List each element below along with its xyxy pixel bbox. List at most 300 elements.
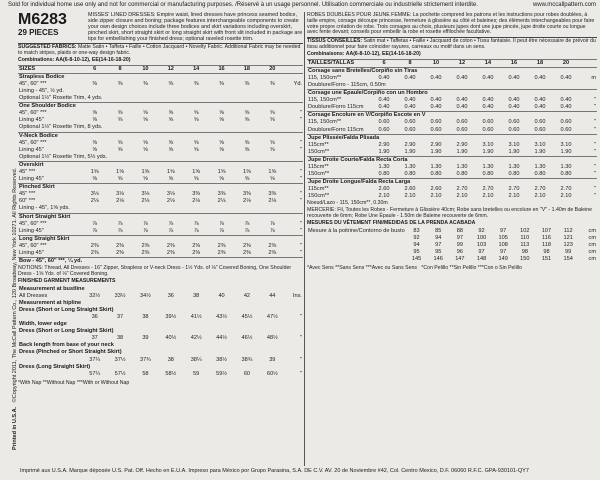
cell-value: 8 <box>118 65 122 72</box>
cell-value: 59 <box>193 370 200 377</box>
cell-value: 3⅜ <box>268 191 277 198</box>
yardage-row <box>18 81 303 88</box>
cell-value: ⅝ <box>244 117 250 124</box>
unit-label: " <box>300 117 302 124</box>
cell-value: 2⅛ <box>166 198 175 205</box>
metric-hip-row <box>307 235 597 242</box>
cell-value: ⅝ <box>269 117 275 124</box>
cell-value: 3⅛ <box>141 191 150 198</box>
cell-value: 36 <box>91 314 98 321</box>
cell-value: 0.40 <box>560 74 572 81</box>
row-label: 150cm** <box>308 148 330 155</box>
row-label: Mesure à la poitrine/Contorno de busto <box>308 227 405 234</box>
row-label: TAILLES/TALLAS <box>308 59 355 66</box>
cell-value: 39½ <box>165 314 177 321</box>
cell-value: 2.70 <box>482 186 494 193</box>
sizes-row-fr <box>307 59 597 67</box>
cell-value: 2.90 <box>378 141 390 148</box>
cell-value: 3⅜ <box>192 191 201 198</box>
cell-value: 147 <box>455 256 465 263</box>
cell-value: 2.60 <box>378 186 390 193</box>
yardage-row <box>18 124 303 132</box>
row-label <box>307 235 406 242</box>
cell-value: 2⅛ <box>243 198 251 205</box>
yardage-row <box>18 110 303 117</box>
row-label: Measurement at bustline <box>19 285 85 292</box>
cell-value: ⅝ <box>117 139 123 146</box>
pattern-pieces: 29 PIECES <box>18 28 59 37</box>
cell-value: 1.30 <box>456 164 468 170</box>
cell-value: 99 <box>456 241 463 248</box>
cell-value: ⅝ <box>269 110 275 117</box>
cell-value: 2.10 <box>456 193 468 200</box>
cell-value: 37 <box>116 314 124 321</box>
cell-value: 2.10 <box>534 193 546 200</box>
cell-value: 95 <box>435 249 442 255</box>
metric-row <box>307 127 597 135</box>
combinations-fr: Combinaisons: AA(6-8-10-12), EE(14-16-18-20) <box>307 50 421 57</box>
cell-value: 0.40 <box>560 97 572 104</box>
cell-value: 0.40 <box>378 97 390 104</box>
cell-value: 47½ <box>266 314 278 321</box>
cell-value: 1.90 <box>430 148 442 155</box>
cell-value: 150 <box>520 256 530 263</box>
unit-label: " <box>594 126 596 133</box>
cell-value: 6 <box>382 59 386 66</box>
cell-value: 0.40 <box>456 97 468 104</box>
measurement-row <box>18 300 303 307</box>
unit-label: " <box>300 335 302 342</box>
row-label: All Dresses <box>19 292 48 299</box>
cell-value: 2⅜ <box>116 250 124 257</box>
yardage-row <box>18 140 303 147</box>
cell-value: 32½ <box>89 292 101 299</box>
cell-value: 37½ <box>114 356 126 363</box>
cell-value: 3⅛ <box>116 191 124 198</box>
unit-label: cm <box>588 256 596 263</box>
cell-value: ⅞ <box>117 220 123 227</box>
row-label: Pinched Skirt <box>19 184 55 191</box>
cell-value: ⅝ <box>244 110 250 117</box>
notions-fr: MERCERIE: Fil, Toutes les Robes - Fermeture à Glissière 40cm; Robe sans bretelles ou encolure en "V" - 1.40m de Baleine recouverte de 6mm; Robe Une Épaule - 1.50m de Baleine recouverte de 6mm. <box>307 207 592 220</box>
cell-value: ⅞ <box>193 227 199 234</box>
cell-value: 0.60 <box>404 126 416 133</box>
cell-value: 1⅝ <box>141 168 150 175</box>
cell-value: 92 <box>413 234 420 241</box>
row-label: Lining 45" <box>19 227 44 234</box>
cell-value: 20 <box>562 59 570 66</box>
cell-value: 2⅜ <box>90 250 99 257</box>
cell-value: 1.30 <box>430 164 442 170</box>
row-label: Doublure/Forro - 115cm, 0.50m <box>308 81 386 88</box>
cell-value: 38¼ <box>190 356 202 363</box>
cell-value: 0.40 <box>430 74 442 81</box>
cell-value: 83 <box>413 227 420 234</box>
cell-value: 16 <box>510 59 518 66</box>
unit-label: " <box>594 104 596 111</box>
metric-row <box>307 164 597 171</box>
cell-value: 3.10 <box>534 141 546 148</box>
cell-value: 0.80 <box>404 171 416 178</box>
cell-value: 118 <box>542 241 551 248</box>
cell-value: 0.60 <box>430 126 442 133</box>
unit-label: " <box>300 356 302 363</box>
cell-value: 8 <box>408 59 412 66</box>
cell-value: 0.60 <box>378 126 390 133</box>
cell-value: ⅝ <box>193 139 199 146</box>
cell-value: 2⅜ <box>243 250 251 257</box>
cell-value: ⅜ <box>92 80 98 87</box>
cell-value: 0.60 <box>456 119 468 126</box>
yardage-row <box>18 243 303 250</box>
unit-label: " <box>594 186 596 193</box>
cell-value: 0.40 <box>378 104 390 111</box>
cell-value: 16 <box>218 65 225 72</box>
row-label: V-Neck Bodice <box>19 132 58 139</box>
row-label: Bow - 45", 60" ***, ¼ yd. <box>19 258 83 265</box>
measurement-row <box>18 349 303 356</box>
cell-value: ⅝ <box>269 146 275 153</box>
unit-label: cm <box>588 241 596 248</box>
row-label: 150cm** <box>308 193 330 200</box>
cell-value: 1.30 <box>534 164 546 170</box>
row-label: 115cm** <box>308 141 329 148</box>
cell-value: 3.10 <box>482 141 494 148</box>
unit-label: " <box>594 171 596 178</box>
metric-row <box>307 104 597 112</box>
cell-value: ⅝ <box>92 146 98 153</box>
cell-value: 0.40 <box>508 97 520 104</box>
row-label: Jupe Droite Longue/Falda Recta Larga <box>308 179 411 186</box>
measurement-row <box>18 307 303 314</box>
cell-value: 2⅛ <box>217 198 226 205</box>
unit-label: " <box>594 97 596 104</box>
row-label: 115, 150cm** <box>308 119 342 126</box>
cell-value: ⅞ <box>219 220 224 227</box>
cell-value: 2⅜ <box>166 250 175 257</box>
row-label: Lining 45" <box>19 117 44 124</box>
cell-value: 2⅛ <box>90 198 99 205</box>
row-label <box>307 256 406 263</box>
row-label: 45", 60" *** <box>19 220 47 227</box>
cell-value: ⅜ <box>219 80 224 87</box>
yardage-row <box>18 95 303 103</box>
cell-value: 60 <box>243 370 251 377</box>
yardage-row <box>18 88 303 95</box>
row-label: Jupe Droite Courte/Falda Recta Corta <box>308 156 408 163</box>
row-label <box>307 249 406 256</box>
cell-value: 0.40 <box>404 104 416 111</box>
cell-value: 0.60 <box>508 126 520 133</box>
row-label: Lining 45" <box>19 176 44 183</box>
cell-value: ⅞ <box>168 220 174 227</box>
unit-label: " <box>300 191 302 198</box>
cell-value: 2.60 <box>404 186 416 193</box>
cell-value: 2⅜ <box>90 242 99 249</box>
cell-value: 0.40 <box>560 104 572 111</box>
cell-value: 0.40 <box>508 104 520 111</box>
cell-value: 94 <box>435 234 442 241</box>
view-header <box>18 161 303 169</box>
row-label: SIZES <box>19 65 36 72</box>
fabrics-text: Matte Satin • Taffeta • Faille • Cotton Jacquard • Novelty Fabric. Additional Fabric may be needed to match stripes, plaids or one-way design fabric. <box>18 44 301 57</box>
cell-value: 40 <box>218 292 225 299</box>
cell-value: 1.30 <box>378 164 390 170</box>
cell-value: ⅝ <box>244 146 250 153</box>
cell-value: 97 <box>478 249 485 255</box>
cell-value: 2.10 <box>404 193 416 200</box>
measurement-row <box>18 342 303 349</box>
yardage-row <box>18 205 303 213</box>
metric-row <box>307 82 597 90</box>
cell-value: 0.60 <box>404 119 416 126</box>
row-label: Long Straight Skirt <box>19 235 70 242</box>
cell-value: 97 <box>500 249 507 255</box>
cell-value: ⅝ <box>92 117 98 124</box>
row-label: Optional 1½" Rosette Trim, 8 yds. <box>19 124 103 131</box>
cell-value: 37¾ <box>139 356 151 363</box>
unit-label: cm <box>588 227 596 234</box>
cell-value: 2.90 <box>456 141 468 148</box>
row-label: Dress (Short or Long Straight Skirt) <box>19 306 114 313</box>
cell-value: 2⅜ <box>268 242 277 249</box>
view-header-fr <box>307 134 597 142</box>
cell-value: 2.70 <box>534 186 546 193</box>
cell-value: 46½ <box>241 335 253 342</box>
cell-value: ⅞ <box>244 227 250 234</box>
cell-value: 110 <box>520 234 530 241</box>
cell-value: 97 <box>500 227 507 234</box>
row-label: Jupe Plissée/Falda Plisada <box>308 134 380 141</box>
cell-value: 2.60 <box>430 186 442 193</box>
cell-value: 18 <box>243 65 251 72</box>
cell-value: ⅞ <box>193 220 199 227</box>
cell-value: 0.80 <box>560 171 572 178</box>
cell-value: 34½ <box>139 292 151 299</box>
measurement-row <box>18 328 303 335</box>
cell-value: ⅞ <box>117 227 123 234</box>
metric-bust-row <box>307 228 597 235</box>
cell-value: 0.80 <box>456 171 468 178</box>
cell-value: 107 <box>541 227 552 234</box>
cell-value: 98 <box>521 249 528 255</box>
cell-value: 2⅛ <box>268 198 277 205</box>
cell-value: 2⅜ <box>243 242 251 249</box>
cell-value: 38 <box>142 314 149 321</box>
metric-row <box>307 97 597 104</box>
cell-value: 2.70 <box>456 186 468 193</box>
row-label: Lining - 45", ½ yd. <box>19 87 64 94</box>
cell-value: ⅝ <box>244 176 250 183</box>
commercial-use-notice: Sold for individual home use only and not for commercial or manufacturing purposes. /Réservé à un usage personnel. Utilisation commerciale ou industrielle strictement interdite. <box>8 2 478 8</box>
unit-label: " <box>300 370 302 377</box>
cell-value: 45½ <box>241 314 253 321</box>
cell-value: 12 <box>458 59 466 66</box>
cell-value: 1.90 <box>404 148 416 155</box>
unit-label: " <box>300 242 302 249</box>
cell-value: 1.30 <box>404 164 416 170</box>
cell-value: 0.60 <box>560 126 572 133</box>
cell-value: 48½ <box>266 335 278 342</box>
cell-value: ⅞ <box>92 220 98 227</box>
footnote-en: *With Nap **Without Nap ***With or Without Nap <box>18 379 130 386</box>
row-label <box>307 242 406 249</box>
cell-value: 121 <box>563 234 573 241</box>
row-label: 60" *** <box>19 198 36 205</box>
cell-value: ⅝ <box>193 110 199 117</box>
measurement-row <box>18 321 303 328</box>
cell-value: 2⅛ <box>116 198 124 205</box>
row-label: Lining 45" <box>19 146 44 153</box>
metric-table <box>307 59 597 201</box>
row-label: Doublure/Forro 115cm <box>308 104 364 111</box>
cell-value: ⅝ <box>143 146 148 153</box>
row-label: Back length from base of your neck <box>19 342 114 349</box>
cell-value: 105 <box>498 234 508 241</box>
view-header-fr <box>307 179 597 187</box>
cell-value: 57¼ <box>89 370 101 377</box>
fabrics-text-fr: Satin mat • Taffetas • Faille • Jacquard de coton • Tissu fantaisie. Il peut être nécessaire de prévoir du tissu additionnel pour faire coïncider rayures, carreaux ou motif dans un sens. <box>307 38 596 51</box>
row-label: Optional 1½" Rosette Trim, 5⅓ yds. <box>19 153 108 160</box>
metric-row <box>307 119 597 126</box>
cell-value: 1.30 <box>508 164 520 170</box>
cell-value: 0.60 <box>430 119 442 126</box>
measurement-row <box>18 335 303 342</box>
cell-value: ⅝ <box>219 146 224 153</box>
cell-value: ⅜ <box>193 80 199 87</box>
cell-value: ⅜ <box>143 80 148 87</box>
cell-value: 2⅜ <box>141 242 150 249</box>
measurement-row <box>18 371 303 378</box>
cell-value: 97 <box>435 241 442 248</box>
row-label: 45", 60" *** <box>19 80 47 87</box>
cell-value: 102 <box>520 227 530 234</box>
cell-value: ⅝ <box>168 117 174 124</box>
fabrics-label-fr: TISSUS CONSEILLÉS: <box>307 38 363 45</box>
cell-value: 0.40 <box>508 74 520 81</box>
cell-value: 3.10 <box>560 141 572 148</box>
cell-value: 97 <box>456 234 463 241</box>
column-divider <box>304 12 305 466</box>
cell-value: ⅞ <box>92 227 98 234</box>
cell-value: 2⅜ <box>192 250 201 257</box>
yardage-row <box>18 176 303 184</box>
cell-value: 149 <box>498 256 508 263</box>
metric-row <box>307 75 597 82</box>
cell-value: 0.60 <box>482 126 494 133</box>
cell-value: 57½ <box>114 370 126 377</box>
cell-value: 154 <box>563 256 573 263</box>
cell-value: 0.40 <box>482 74 494 81</box>
cell-value: 0.60 <box>534 126 546 133</box>
cell-value: 44 <box>269 292 276 299</box>
unit-label: " <box>594 148 596 155</box>
cell-value: 0.60 <box>456 126 468 133</box>
cell-value: 39 <box>269 356 276 363</box>
website-link[interactable]: www.mccallpattern.com <box>532 2 596 8</box>
cell-value: 38 <box>193 292 200 299</box>
yardage-row <box>18 147 303 154</box>
metric-row <box>307 149 597 157</box>
cell-value: 40½ <box>165 335 177 342</box>
cell-value: 0.80 <box>482 171 494 178</box>
unit-label: " <box>594 164 596 170</box>
cell-value: 42½ <box>190 335 202 342</box>
metric-row <box>307 193 597 200</box>
row-label: 115cm** <box>308 164 329 170</box>
cell-value: 99 <box>565 249 572 255</box>
cell-value: 1.90 <box>534 148 546 155</box>
cell-value: ⅝ <box>92 139 98 146</box>
cell-value: ⅝ <box>117 176 123 183</box>
row-label: Dress (Pinched or Short Straight Skirt) <box>19 349 122 356</box>
unit-label: " <box>300 146 302 153</box>
cell-value: 0.40 <box>430 97 442 104</box>
sizes-row <box>18 65 303 73</box>
cell-value: 1⅝ <box>166 168 175 175</box>
measurement-row <box>18 357 303 364</box>
cell-value: ⅝ <box>219 139 224 146</box>
row-label: 115, 150cm** <box>308 74 342 81</box>
cell-value: 39 <box>142 335 149 342</box>
cell-value: 38 <box>167 356 174 363</box>
cell-value: 2.70 <box>560 186 572 193</box>
cell-value: 0.60 <box>534 119 546 126</box>
cell-value: 18 <box>536 59 544 66</box>
cell-value: 92 <box>478 227 485 234</box>
cell-value: 14 <box>193 65 200 72</box>
measurement-row <box>18 364 303 371</box>
metric-length-row <box>307 249 597 256</box>
row-label: 45", 60" *** <box>19 110 47 117</box>
row-label <box>18 314 82 321</box>
unit-label: m <box>591 74 596 81</box>
cell-value: 60½ <box>266 370 278 377</box>
cell-value: 94 <box>413 241 420 248</box>
cell-value: ⅝ <box>143 110 148 117</box>
cell-value: ⅝ <box>269 176 275 183</box>
row-label: Corsage une Épaule/Corpiño con un Hombro <box>308 90 428 97</box>
pattern-number: M6283 <box>18 11 67 28</box>
unit-label <box>285 65 303 73</box>
fabrics-label: SUGGESTED FABRICS: <box>18 44 77 51</box>
yardage-row <box>18 228 303 236</box>
yardage-row <box>18 191 303 198</box>
notions-en: NOTIONS: Thread, All Dresses - 16" Zipper, Strapless or V-neck Dress - 1½ Yds. of ⅛" Covered Boning, One Shoulder Dress - 1⅝ Yds. of ⅛" Covered Boning. <box>18 265 292 278</box>
cell-value: ⅝ <box>168 176 174 183</box>
cell-value: ⅝ <box>168 110 174 117</box>
cell-value: 2.90 <box>404 141 416 148</box>
unit-label: Yd. <box>293 80 302 87</box>
cell-value: 0.40 <box>482 97 494 104</box>
unit-label <box>579 59 597 67</box>
cell-value: 38½ <box>216 356 227 363</box>
description-en: MISSES' LINED DRESSES: Empire waist, lined dresses have princess seamed bodice, side zipper closure and boning; package features interchangeable components to create your own design choices include three bodices and skirt variations including overskirt, pinched skirt, short straight skirt or long straight skirt with front slit included in package are tips for embellishing your finished dress; optional raveled rosette trim. <box>88 12 303 43</box>
cell-value: 0.80 <box>508 171 520 178</box>
view-header-fr <box>307 156 597 164</box>
cell-value: ⅞ <box>244 220 250 227</box>
cell-value: 2⅜ <box>217 242 226 249</box>
view-header <box>18 235 303 243</box>
cell-value: 146 <box>433 256 443 263</box>
cell-value: 44½ <box>216 335 227 342</box>
finished-table <box>18 286 303 378</box>
cell-value: ⅝ <box>117 117 123 124</box>
pattern-badge <box>18 12 88 42</box>
cell-value: ⅜ <box>269 80 275 87</box>
cell-value: ⅝ <box>92 176 98 183</box>
cell-value: 3⅛ <box>90 191 99 198</box>
